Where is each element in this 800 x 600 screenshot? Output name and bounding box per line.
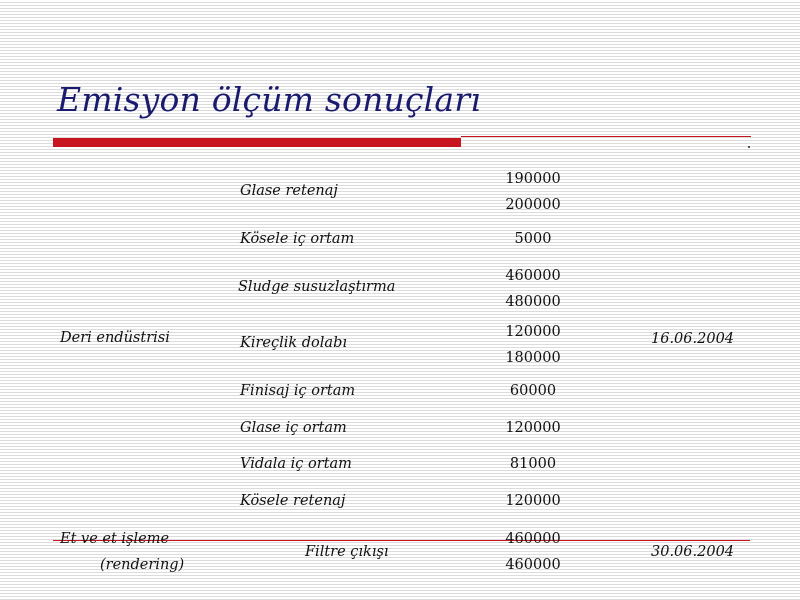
sector-cell-line2: (rendering) <box>100 557 185 573</box>
sector-cell-line1: Et ve et işleme <box>60 531 170 547</box>
location-cell: Finisaj iç ortam <box>240 383 356 399</box>
value-cell: 480000 <box>505 294 561 310</box>
value-cell: 120000 <box>505 420 561 436</box>
value-cell: 460000 <box>505 268 561 284</box>
value-cell: 120000 <box>505 493 561 509</box>
location-cell: Glase retenaj <box>240 183 338 199</box>
title-dot <box>748 146 750 148</box>
value-cell: 120000 <box>505 324 561 340</box>
value-cell: 5000 <box>514 231 552 247</box>
value-cell: 190000 <box>505 171 561 187</box>
value-cell: 60000 <box>509 383 557 399</box>
value-cell: 460000 <box>505 557 561 573</box>
date-cell: 30.06.2004 <box>651 544 735 560</box>
location-cell: Glase iç ortam <box>240 420 347 436</box>
sector-cell: Deri endüstrisi <box>60 330 170 346</box>
title-underline-thin <box>461 136 751 137</box>
location-cell: Kösele retenaj <box>240 493 346 509</box>
location-cell: Filtre çıkışı <box>305 544 389 560</box>
location-cell: Kireçlik dolabı <box>240 335 347 351</box>
value-cell: 81000 <box>509 456 557 472</box>
value-cell: 460000 <box>505 531 561 547</box>
date-cell: 16.06.2004 <box>651 331 735 347</box>
value-cell: 200000 <box>505 197 561 213</box>
location-cell: Kösele iç ortam <box>240 231 355 247</box>
location-cell: Vidala iç ortam <box>240 456 352 472</box>
value-cell: 180000 <box>505 350 561 366</box>
title-underline-thick <box>53 138 461 147</box>
slide-title: Emisyon ölçüm sonuçları <box>57 80 482 119</box>
location-cell: Sludge susuzlaştırma <box>238 279 396 295</box>
